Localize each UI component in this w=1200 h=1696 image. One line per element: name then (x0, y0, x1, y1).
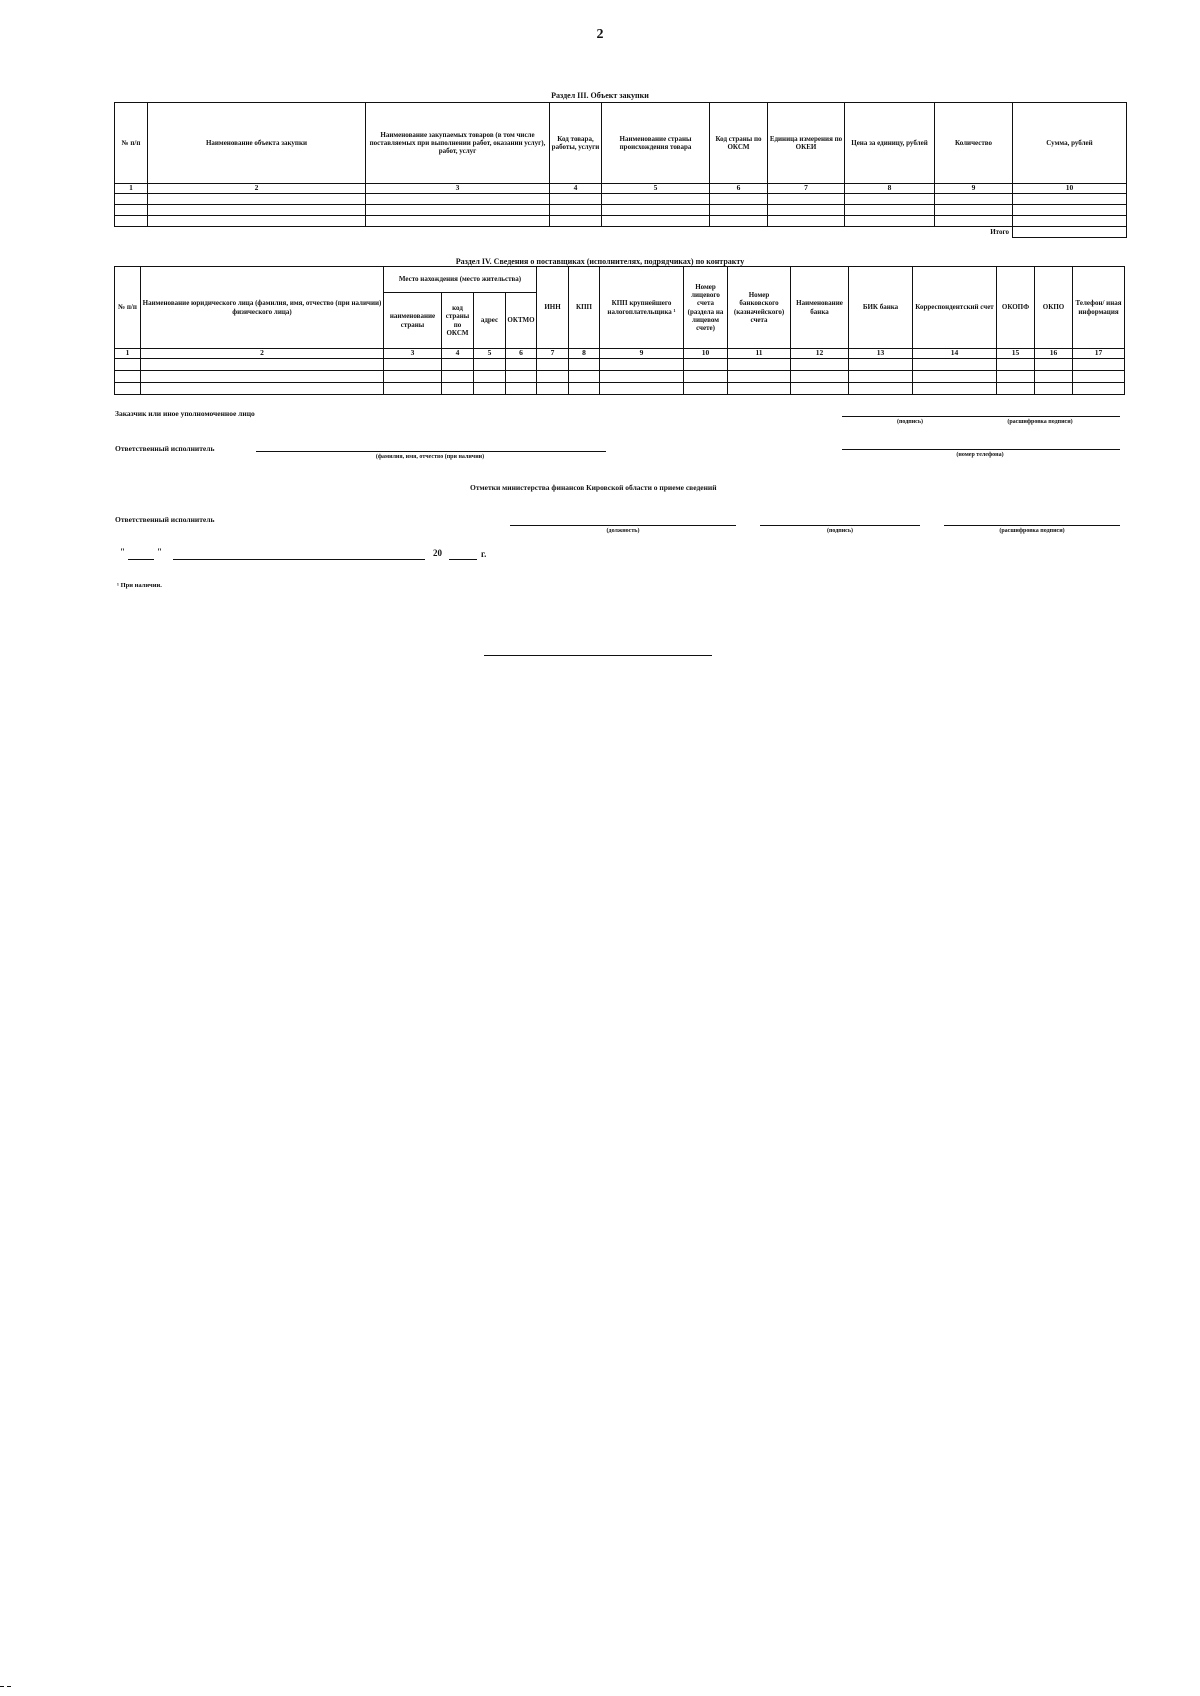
table-cell[interactable] (366, 216, 550, 227)
header-goods-name: Наименование закупаемых товаров (в том числе поставляемых при выполнении работ, оказании услуг), работ, услуг (366, 103, 550, 184)
table-row (115, 194, 1127, 205)
table-cell[interactable] (845, 194, 935, 205)
date-quote-open: " (120, 547, 125, 557)
col-number: 5 (474, 349, 506, 359)
header-sum: Сумма, рублей (1013, 103, 1127, 184)
table-cell[interactable] (600, 383, 684, 395)
col-number: 5 (602, 184, 710, 194)
table-cell[interactable] (602, 194, 710, 205)
table-cell[interactable] (1035, 371, 1073, 383)
col-number: 9 (935, 184, 1013, 194)
table-cell[interactable] (600, 359, 684, 371)
decoding-caption: (расшифровка подписи) (1007, 419, 1073, 425)
header-num: № п/п (115, 103, 148, 184)
page-number: 2 (596, 27, 604, 42)
table-cell[interactable] (550, 205, 602, 216)
table-row (115, 359, 1125, 371)
table-cell[interactable] (537, 371, 569, 383)
table-cell[interactable] (684, 371, 728, 383)
header-bank-account: Номер банковского (казначейского) счета (728, 267, 791, 349)
edge-mark (0, 1686, 4, 1687)
table-cell[interactable] (1073, 383, 1125, 395)
table-cell[interactable] (710, 216, 768, 227)
header-location: Место нахождения (место жительства) (384, 267, 537, 293)
table-cell[interactable] (791, 371, 849, 383)
table-cell[interactable] (913, 371, 997, 383)
header-goods-code: Код товара, работы, услуги (550, 103, 602, 184)
table-cell[interactable] (148, 205, 366, 216)
section3-number-row (115, 184, 1127, 194)
table-cell[interactable] (602, 205, 710, 216)
table-cell[interactable] (997, 371, 1035, 383)
col-number: 10 (684, 349, 728, 359)
table-row (115, 216, 1127, 227)
table-cell[interactable] (997, 359, 1035, 371)
header-kpp-major: КПП крупнейшего налогоплательщика ¹ (600, 267, 684, 349)
header-country-name: наименование страны (384, 293, 442, 349)
decoding2-line[interactable] (944, 525, 1120, 526)
col-number: 11 (728, 349, 791, 359)
table-cell[interactable] (384, 359, 442, 371)
table-cell[interactable] (600, 371, 684, 383)
table-cell[interactable] (710, 205, 768, 216)
position-caption: (должность) (606, 528, 640, 534)
table-cell[interactable] (384, 371, 442, 383)
col-number: 6 (710, 184, 768, 194)
header-entity-name: Наименование юридического лица (фамилия, имя, отчество (при наличии) физического лица) (141, 267, 384, 349)
table-cell[interactable] (935, 216, 1013, 227)
col-number: 9 (600, 349, 684, 359)
col-number: 3 (384, 349, 442, 359)
signature2-caption: (подпись) (826, 528, 854, 534)
table-cell[interactable] (913, 383, 997, 395)
col-number: 12 (791, 349, 849, 359)
table-cell[interactable] (1013, 205, 1127, 216)
end-divider (484, 655, 712, 656)
table-cell[interactable] (148, 216, 366, 227)
table-cell[interactable] (115, 371, 141, 383)
table-cell[interactable] (141, 359, 384, 371)
header-price: Цена за единицу, рублей (845, 103, 935, 184)
date-year-prefix: 20 (433, 548, 442, 558)
header-country-code: Код страны по ОКСМ (710, 103, 768, 184)
table-cell[interactable] (474, 371, 506, 383)
col-number: 1 (115, 349, 141, 359)
table-cell[interactable] (115, 205, 148, 216)
table-cell[interactable] (710, 194, 768, 205)
executor-fio-line[interactable] (256, 451, 606, 452)
phone-caption: (номер телефона) (956, 452, 1004, 458)
col-number: 4 (442, 349, 474, 359)
table-cell[interactable] (506, 383, 537, 395)
table-cell[interactable] (1035, 359, 1073, 371)
table-cell[interactable] (366, 205, 550, 216)
table-cell[interactable] (148, 194, 366, 205)
total-value-cell[interactable] (1013, 227, 1127, 238)
table-cell[interactable] (442, 359, 474, 371)
header-country-code: код страны по ОКСМ (442, 293, 474, 349)
table-cell[interactable] (442, 371, 474, 383)
header-okpo: ОКПО (1035, 267, 1073, 349)
table-cell[interactable] (569, 359, 600, 371)
table-cell[interactable] (141, 383, 384, 395)
header-oktmo: ОКТМО (506, 293, 537, 349)
table-cell[interactable] (506, 359, 537, 371)
table-cell[interactable] (141, 371, 384, 383)
table-cell[interactable] (1035, 383, 1073, 395)
table-cell[interactable] (935, 194, 1013, 205)
signature2-line[interactable] (760, 525, 920, 526)
table-cell[interactable] (997, 383, 1035, 395)
header-corr-account: Корреспондентский счет (913, 267, 997, 349)
col-number: 1 (115, 184, 148, 194)
table-cell[interactable] (442, 383, 474, 395)
header-account-number: Номер лицевого счета (раздела на лицевом счете) (684, 267, 728, 349)
table-cell[interactable] (849, 359, 913, 371)
table-cell[interactable] (1013, 194, 1127, 205)
header-unit: Единица измерения по ОКЕИ (768, 103, 845, 184)
executor-label: Ответственный исполнитель (115, 444, 215, 453)
col-number: 3 (366, 184, 550, 194)
signature-caption: (подпись) (896, 419, 924, 425)
section3-header-row (115, 103, 1127, 184)
table-cell[interactable] (728, 383, 791, 395)
position-line[interactable] (510, 525, 736, 526)
section4-table (114, 266, 1125, 395)
table-cell[interactable] (728, 371, 791, 383)
table-cell[interactable] (791, 359, 849, 371)
table-cell[interactable] (115, 194, 148, 205)
header-phone: Телефон/ иная информация (1073, 267, 1125, 349)
col-number: 8 (569, 349, 600, 359)
date-quote-close: " (157, 547, 162, 557)
table-cell[interactable] (569, 371, 600, 383)
header-address: адрес (474, 293, 506, 349)
table-cell[interactable] (684, 383, 728, 395)
col-number: 7 (537, 349, 569, 359)
col-number: 10 (1013, 184, 1127, 194)
col-number: 16 (1035, 349, 1073, 359)
footnote: ¹ При наличии. (117, 582, 162, 589)
customer-label: Заказчик или иное уполномоченное лицо (115, 409, 255, 418)
table-cell[interactable] (115, 359, 141, 371)
table-cell[interactable] (550, 194, 602, 205)
col-number: 2 (148, 184, 366, 194)
col-number: 4 (550, 184, 602, 194)
table-cell[interactable] (768, 216, 845, 227)
header-bik: БИК банка (849, 267, 913, 349)
table-cell[interactable] (569, 383, 600, 395)
executor2-label: Ответственный исполнитель (115, 515, 215, 524)
table-cell[interactable] (845, 205, 935, 216)
header-okopf: ОКОПФ (997, 267, 1035, 349)
header-quantity: Количество (935, 103, 1013, 184)
table-cell[interactable] (474, 359, 506, 371)
col-number: 2 (141, 349, 384, 359)
table-cell[interactable] (1073, 371, 1125, 383)
table-cell[interactable] (791, 383, 849, 395)
table-cell[interactable] (474, 383, 506, 395)
col-number: 13 (849, 349, 913, 359)
col-number: 8 (845, 184, 935, 194)
header-kpp: КПП (569, 267, 600, 349)
table-cell[interactable] (506, 371, 537, 383)
executor-phone-line[interactable] (842, 449, 1120, 450)
section3-table (114, 102, 1127, 238)
table-cell[interactable] (728, 359, 791, 371)
decoding2-caption: (расшифровка подписи) (999, 528, 1065, 534)
table-cell[interactable] (845, 216, 935, 227)
header-object-name: Наименование объекта закупки (148, 103, 366, 184)
table-cell[interactable] (684, 359, 728, 371)
table-cell[interactable] (1073, 359, 1125, 371)
fio-caption: (фамилия, имя, отчество (при наличии) (375, 454, 485, 460)
table-cell[interactable] (366, 194, 550, 205)
table-cell[interactable] (384, 383, 442, 395)
table-cell[interactable] (115, 383, 141, 395)
table-cell[interactable] (1013, 216, 1127, 227)
table-cell[interactable] (768, 205, 845, 216)
table-cell[interactable] (115, 216, 148, 227)
header-country-name: Наименование страны происхождения товара (602, 103, 710, 184)
col-number: 17 (1073, 349, 1125, 359)
total-label: Итого (990, 228, 1009, 237)
section4-header-row-1 (115, 267, 1125, 293)
table-cell[interactable] (768, 194, 845, 205)
table-cell[interactable] (935, 205, 1013, 216)
section4-number-row (115, 349, 1125, 359)
date-year-line[interactable] (449, 559, 477, 560)
section4-title: Раздел IV. Сведения о поставщиках (исполнителях, подрядчиках) по контракту (455, 257, 745, 266)
header-num: № п/п (115, 267, 141, 349)
table-cell[interactable] (537, 359, 569, 371)
table-cell[interactable] (913, 359, 997, 371)
customer-signature-line[interactable] (842, 416, 1120, 417)
col-number: 15 (997, 349, 1035, 359)
edge-mark (7, 1686, 11, 1687)
date-day-line[interactable] (128, 559, 154, 560)
section3-title: Раздел III. Объект закупки (551, 91, 649, 100)
table-row (115, 383, 1125, 395)
table-row (115, 205, 1127, 216)
table-cell[interactable] (537, 383, 569, 395)
table-cell[interactable] (550, 216, 602, 227)
col-number: 14 (913, 349, 997, 359)
col-number: 7 (768, 184, 845, 194)
table-cell[interactable] (849, 383, 913, 395)
table-row (115, 371, 1125, 383)
table-cell[interactable] (849, 371, 913, 383)
date-month-line[interactable] (173, 559, 425, 560)
ministry-note: Отметки министерства финансов Кировской области о приеме сведений (470, 483, 717, 492)
col-number: 6 (506, 349, 537, 359)
date-suffix: г. (481, 549, 487, 559)
table-cell[interactable] (602, 216, 710, 227)
header-inn: ИНН (537, 267, 569, 349)
total-row (115, 227, 1127, 238)
header-bank-name: Наименование банка (791, 267, 849, 349)
